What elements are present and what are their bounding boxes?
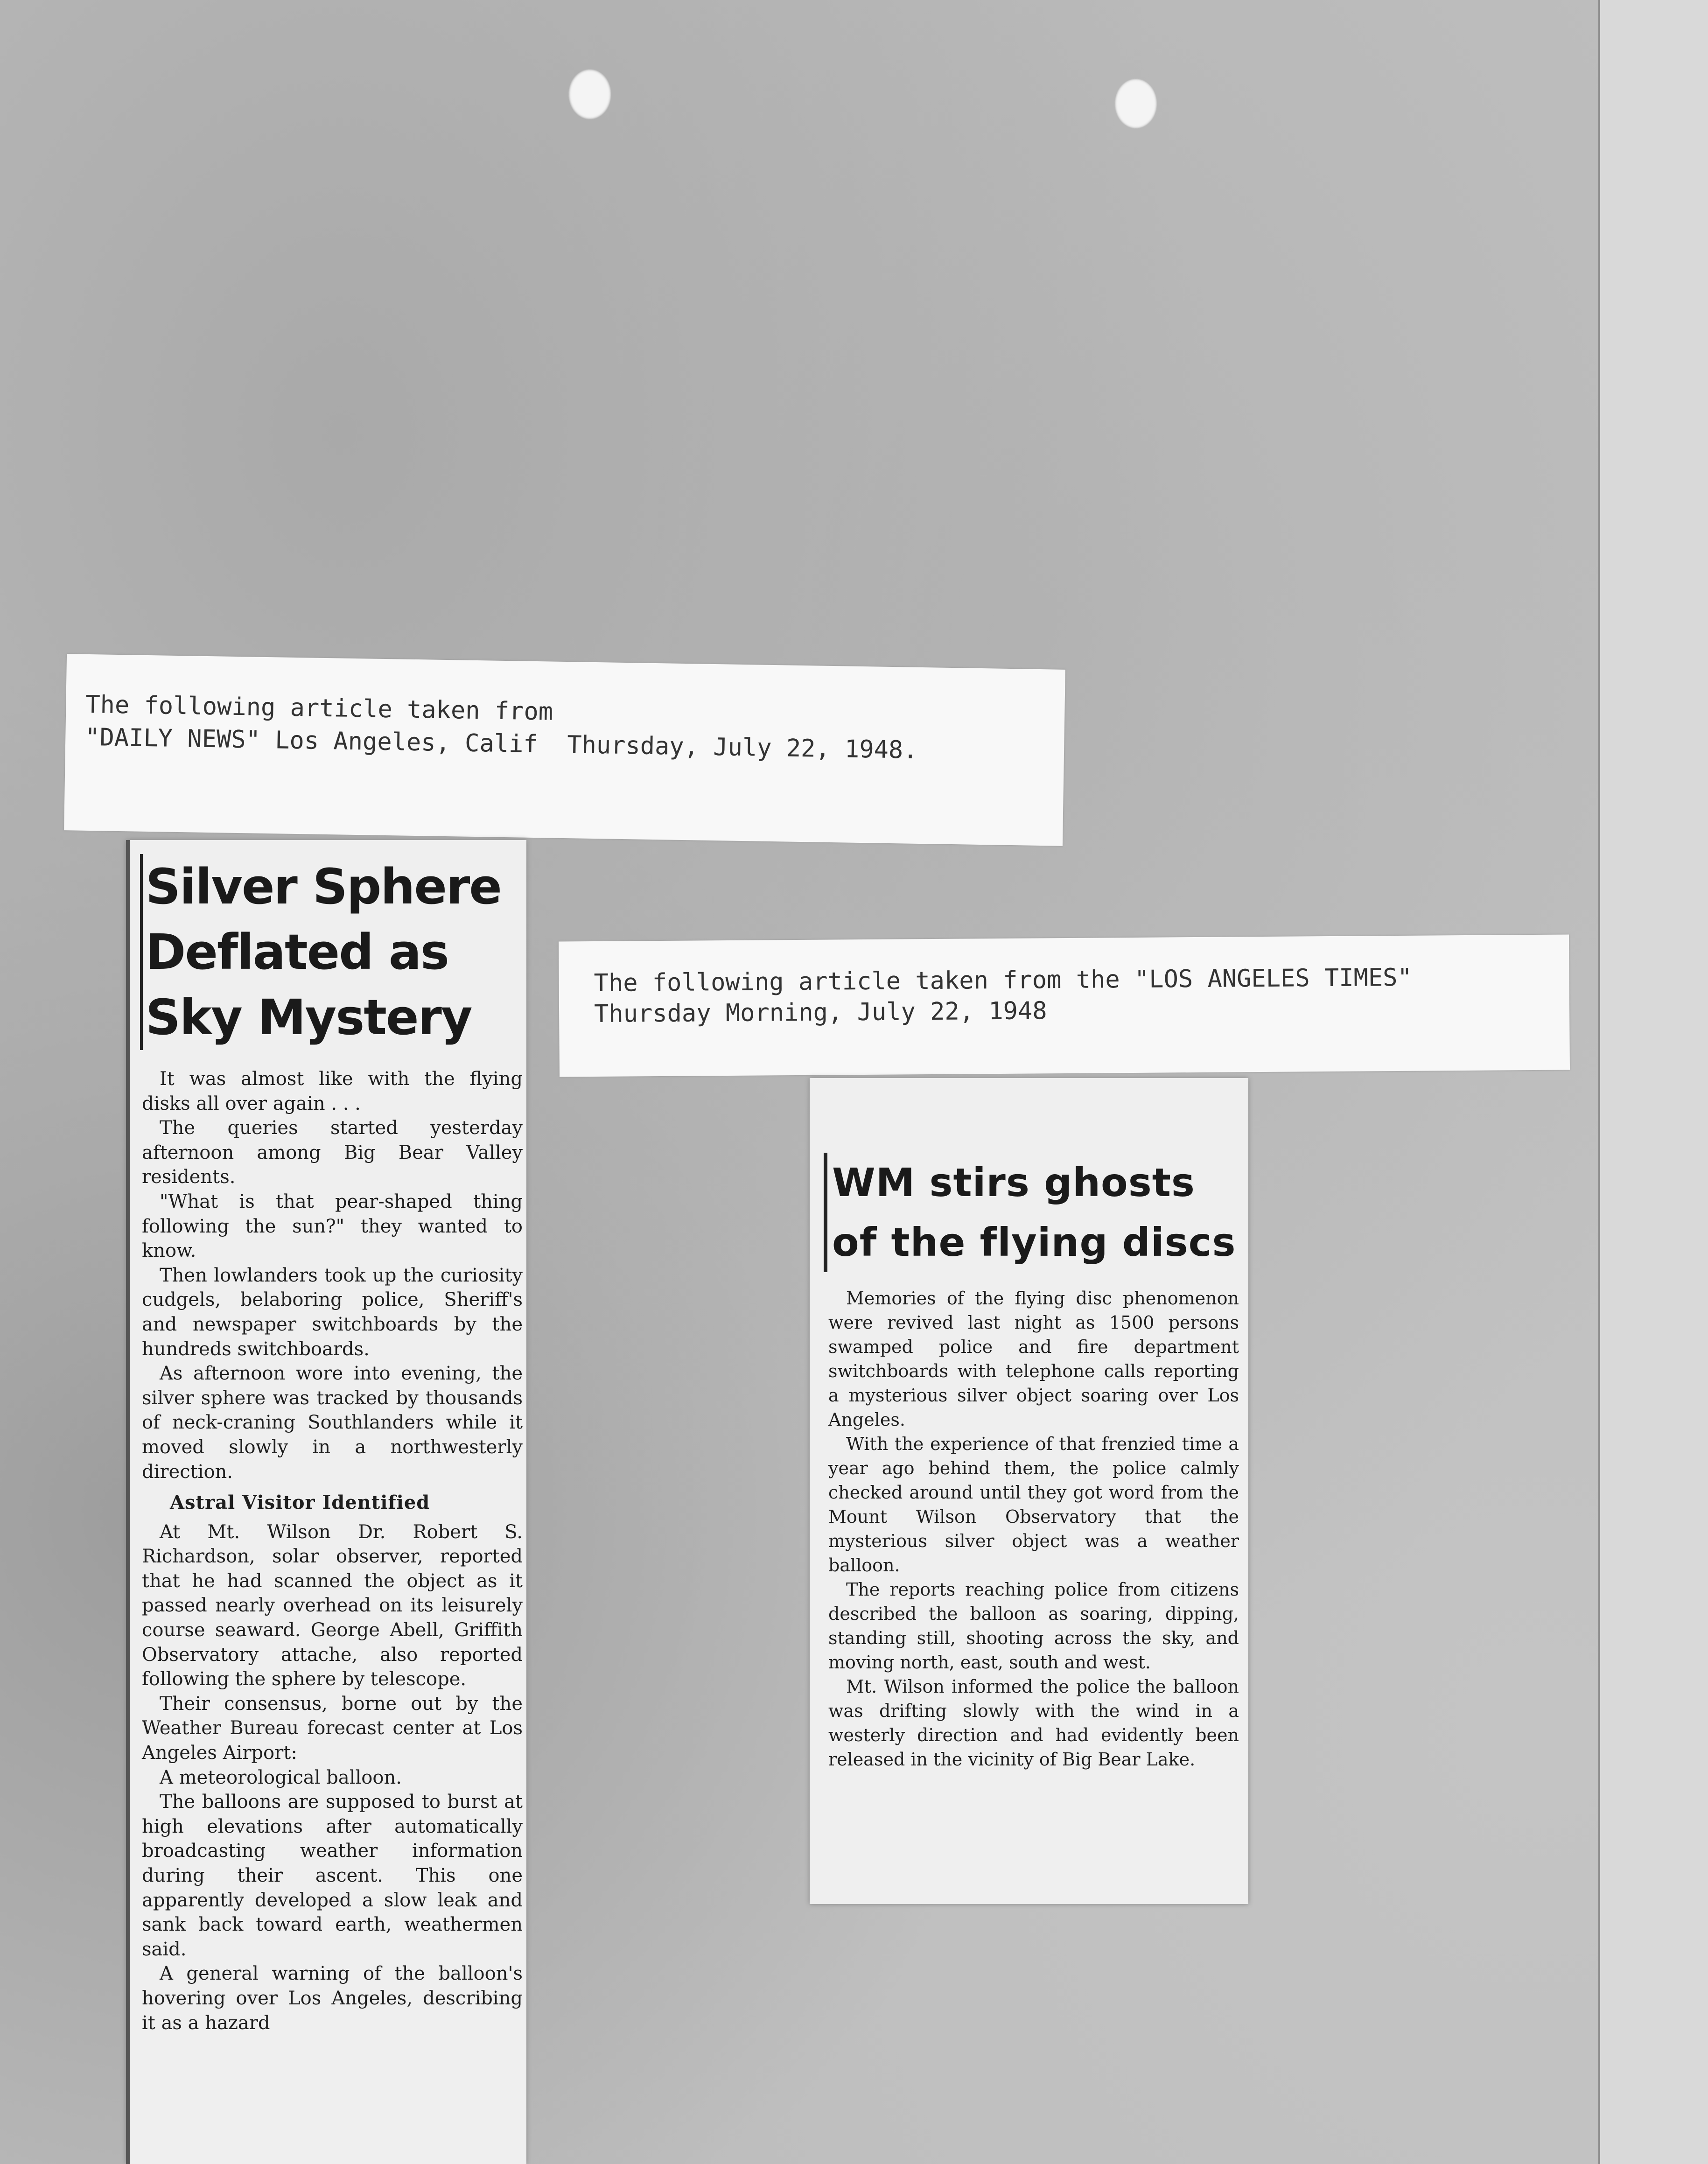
headline-line: Sky Mystery — [146, 989, 472, 1046]
headline-line: of the flying discs — [832, 1219, 1236, 1265]
source-label-la-times — [559, 934, 1570, 1077]
clipping-headline — [824, 1153, 1248, 1272]
punch-hole-left — [568, 69, 611, 119]
article-paragraph: The balloons are supposed to burst at high elevations after automatically broadcasting weather information during their ascent. This one apparently developed a slow leak and sank back toward earth, weathermen said. — [142, 1791, 523, 1960]
page-edge-strip — [1598, 0, 1708, 2164]
article-paragraph: "What is that pear-shaped thing following the sun?" they wanted to know. — [142, 1191, 523, 1262]
article-body — [142, 1067, 523, 2035]
article-paragraph: As afternoon wore into evening, the silver sphere was tracked by thousands of neck-craning Southlanders while it moved slowly in a northwesterly direction. — [142, 1363, 523, 1483]
article-body — [828, 1286, 1239, 1772]
source-label-daily-news — [64, 654, 1065, 846]
article-paragraph: It was almost like with the flying disks all over again . . . — [142, 1068, 523, 1114]
article-paragraph: The reports reaching police from citizens described the balloon as soaring, dipping, standing still, shooting across the sky, and moving north, east, south and west. — [828, 1579, 1239, 1673]
article-paragraph: Memories of the flying disc phenomenon were revived last night as 1500 persons swamped police and fire department switchboards with telephone calls reporting a mysterious silver object soaring over Los Angeles. — [828, 1288, 1239, 1430]
article-paragraph: A general warning of the balloon's hovering over Los Angeles, describing it as a hazard — [142, 1963, 523, 2034]
article-paragraph: With the experience of that frenzied time a year ago behind them, the police calmly checked around until they got word from the Mount Wilson Observatory that the mysterious silver object was a weather balloon. — [828, 1434, 1239, 1576]
headline-line: Deflated as — [146, 924, 448, 980]
article-paragraph: Mt. Wilson informed the police the balloon was drifting slowly with the wind in a westerly direction and had evidently been released in the vicinity of Big Bear Lake. — [828, 1676, 1239, 1770]
punch-hole-right — [1114, 78, 1157, 129]
article-paragraph: The queries started yesterday afternoon among Big Bear Valley residents. — [142, 1117, 523, 1188]
clipping-headline — [140, 854, 526, 1050]
source-label-line: Thursday Morning, July 22, 1948 — [594, 997, 1047, 1029]
source-label-line: The following article taken from — [85, 690, 553, 726]
newspaper-clipping-la-times — [810, 1078, 1248, 1904]
headline-line: Silver Sphere — [146, 858, 501, 915]
article-paragraph: Then lowlanders took up the curiosity cudgels, belaboring police, Sheriff's and newspaper switchboards by the hundreds switchboards. — [142, 1264, 523, 1360]
newspaper-clipping-daily-news — [126, 840, 526, 2164]
article-paragraph: At Mt. Wilson Dr. Robert S. Richardson, solar observer, reported that he had scanned the object as it passed nearly overhead on its leisurely course seaward. George Abell, Griffith Observatory attache, also reported following the sphere by telescope. — [142, 1521, 523, 1690]
source-label-line: The following article taken from the "LOS ANGELES TIMES" — [594, 963, 1412, 998]
article-paragraph: Their consensus, borne out by the Weather Bureau forecast center at Los Angeles Airport: — [142, 1693, 523, 1764]
headline-line: WM stirs ghosts — [832, 1160, 1195, 1205]
article-paragraph: A meteorological balloon. — [160, 1766, 402, 1788]
article-subhead: Astral Visitor Identified — [170, 1492, 430, 1514]
source-label-line: "DAILY NEWS" Los Angeles, Calif Thursday, July 22, 1948. — [84, 723, 918, 764]
